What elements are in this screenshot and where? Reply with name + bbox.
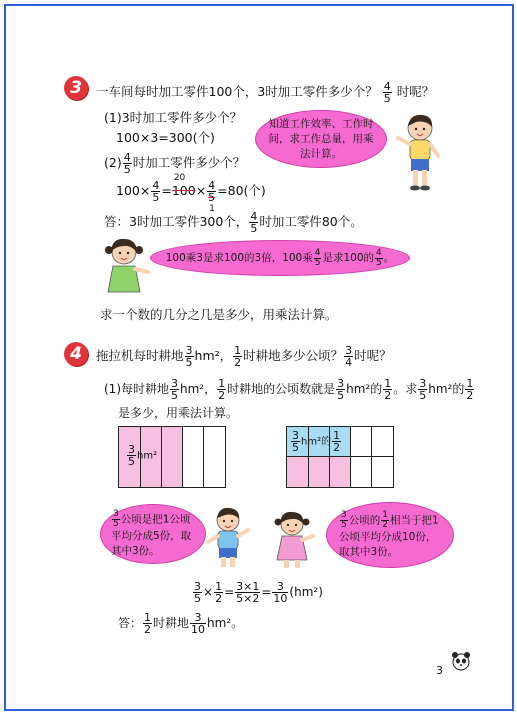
empty-cell (350, 456, 372, 488)
fraction: $\frac{1}{2}$ (234, 344, 242, 369)
fraction: $\frac{1}{2}$ (384, 377, 392, 402)
fraction: $\frac{3}{4}$ (345, 344, 353, 369)
fraction: $\frac{1}{2}$ (144, 611, 152, 636)
fraction: $\frac{1}{2}$ (215, 580, 223, 605)
pink-cell (286, 456, 309, 488)
fraction: $\frac{3}{5}$ (419, 377, 427, 402)
cancelled-fraction: 4 5 1 (208, 179, 216, 214)
panda-icon (450, 650, 472, 672)
empty-cell (350, 426, 372, 457)
fraction: $\frac{3}{5}$ (171, 377, 178, 402)
empty-cell (371, 456, 394, 488)
fraction: $\frac{4}{5}$ (376, 247, 382, 268)
fraction: $\frac{1}{2}$ (333, 429, 341, 454)
bubble-right: $\frac{3}{5}$ 公顷的 $\frac{1}{2}$ 相当于把1公顷平均分成10份，取其中3份。 (326, 502, 454, 568)
pink-cell (161, 426, 183, 488)
girl-illustration (100, 236, 152, 296)
problem-3-question (96, 81, 434, 104)
problem-3-badge: 3 (64, 76, 88, 100)
fraction: $\frac{1}{2}$ (218, 377, 226, 402)
empty-cell (203, 426, 226, 488)
part-1-explanation-line2: 是多少，用乘法计算。 (118, 406, 239, 420)
fraction: $\frac{3\times 1}{5\times 2}$ (236, 580, 260, 605)
cancelled-number: 20 100 (171, 173, 196, 198)
page-number: 3 (436, 664, 443, 677)
fraction: $\frac{3}{5}$ (194, 580, 201, 605)
problem-4-badge: 4 (64, 342, 88, 366)
part-1-title: (1)3时加工零件多少个？ (104, 110, 243, 125)
problem-4-answer: 答： $\frac{1}{2}$ 时耕地 $\frac{3}{10}$ hm²。 (118, 611, 244, 636)
multiplication-equation: $\frac{3}{5}$ × $\frac{1}{2}$ = $\frac{3\times 1}{5\times 2}$ = $\frac{3}{10}$ (hm²) (194, 580, 323, 605)
part-2-calc: 100× $\frac{4}{5}$ = 20 100× 4 5 1 =80(个) (116, 173, 266, 214)
fraction: $\frac{3}{10}$ (191, 611, 206, 636)
question-text: 时呢？ (396, 84, 435, 99)
fraction: $\frac{4}{5}$ (123, 151, 131, 176)
fraction: $\frac{3}{5}$ (341, 509, 347, 530)
fraction: $\frac{3}{5}$ (292, 429, 299, 454)
pink-cell (308, 456, 330, 488)
rule-text: 求一个数的几分之几是多少，用乘法计算。 (100, 307, 338, 322)
question-text: 一车间每时加工零件100个，3时加工零件多少个？ (96, 84, 378, 99)
diagram-right-label: $\frac{3}{5}$ hm²的 $\frac{1}{2}$ (292, 429, 341, 454)
fraction: $\frac{1}{2}$ (382, 509, 388, 530)
boy-speech-bubble: 知道工作效率、工作时间，求工作总量，用乘法计算。 (255, 110, 387, 168)
fraction: $\frac{3}{5}$ (337, 377, 345, 402)
boy-illustration (206, 506, 252, 570)
problem-3-answer: 答：3时加工零件300个， $\frac{4}{5}$ 时加工零件80个。 (104, 210, 363, 235)
empty-cell (371, 426, 394, 457)
pink-cell (329, 456, 351, 488)
bubble-left: $\frac{3}{5}$ 公顷是把1公顷平均分成5份，取其中3份。 (100, 504, 206, 564)
part-1-explanation: (1)每时耕地 $\frac{3}{5}$ hm²， $\frac{1}{2}$ 时耕地的公顷数就是 $\frac{3}{5}$ hm²的 $\frac{1}{2}$ 。求 $\frac{3}{5}$ hm²的 $\frac{1}{2}$ (104, 377, 474, 402)
fraction: $\frac{1}{2}$ (466, 377, 474, 402)
part-2-title: (2) $\frac{4}{5}$ 时加工零件多少个？ (104, 151, 246, 176)
girl-illustration (270, 510, 316, 570)
boy-illustration (396, 112, 448, 192)
fraction: $\frac{3}{10}$ (273, 580, 288, 605)
fraction: $\frac{3}{5}$ (185, 344, 193, 369)
fraction: $\frac{4}{5}$ (152, 179, 160, 204)
fraction: $\frac{3}{5}$ (128, 443, 135, 468)
fraction: $\frac{4}{5}$ (383, 80, 391, 105)
diagram-left-label: $\frac{3}{5}$ hm² (128, 443, 158, 468)
fraction: $\frac{3}{5}$ (113, 508, 119, 529)
girl-speech-bubble: 100乘3是求100的3倍，100乘 $\frac{4}{5}$ 是求100的 $\frac{4}{5}$ 。 (150, 240, 410, 276)
part-1-calc: 100×3=300(个) (116, 130, 215, 145)
problem-4-question: 拖拉机每时耕地 $\frac{3}{5}$ hm²， $\frac{1}{2}$ 时耕地多少公顷？ $\frac{3}{4}$ 时呢？ (96, 344, 392, 369)
fraction: $\frac{4}{5}$ (250, 210, 258, 235)
fraction: $\frac{4}{5}$ (314, 247, 321, 268)
empty-cell (182, 426, 204, 488)
